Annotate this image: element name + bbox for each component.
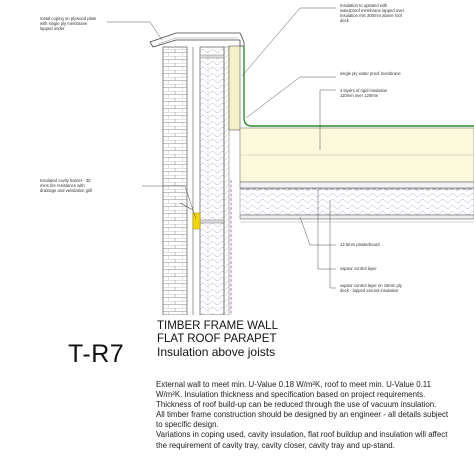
callout-insulation: 2 layers of rigid insulation 110mm over 120mm: [340, 88, 388, 98]
callout-coping: metal coping on plywood plate with single ply membrane lapped under: [40, 16, 97, 31]
callout-cavity-barrier: Insulated cavity barrier - 30 mins fire resistance with drainage and ventilation grill: [40, 178, 93, 193]
plasterboard-ceiling: [240, 215, 474, 219]
title-line-2: FLAT ROOF PARAPET: [157, 333, 277, 345]
note-paragraph: External wall to meet min. U-Value 0.18 W/m²K, roof to meet min. U-Value 0.11 W/m²K. Insulation thickness and specification based on project requirements. Thickness of roof build-up can be reduced through the use of vacuum insulation.: [156, 380, 437, 410]
ply-deck: [240, 182, 474, 188]
note-paragraph: Variations in coping used, cavity insulation, flat roof buildup and insulation will affect the requirement of cavity tray, cavity closer, cavity tray and up-stand.: [156, 430, 448, 450]
brick-outer-leaf: [163, 47, 187, 315]
callout-upstand: Insulation to upstand with waterproof membrane lapped over. Insulation min 300mm above roof deck: [340, 3, 405, 23]
title-line-3: Insulation above joists: [157, 345, 276, 359]
metal-coping: [150, 33, 244, 47]
waterproof-membrane: [244, 46, 474, 126]
leader-coping: [107, 22, 162, 40]
detail-code: T-R7: [68, 340, 125, 368]
cavity-barrier: [193, 213, 200, 229]
callout-plasterboard: 12.5mm plasterboard: [340, 242, 380, 247]
leader-upstand: [242, 8, 336, 76]
leader-membrane: [246, 77, 336, 118]
upstand-insulation: [229, 46, 240, 130]
timber-frame-insulation: [200, 47, 224, 315]
specification-notes: [156, 380, 456, 451]
note-paragraph: All timber frame construction should be designed by an engineer - all details subject to specific design.: [156, 410, 449, 430]
detail-title-block: [157, 320, 278, 359]
roof-joist-zone: [240, 189, 474, 215]
callout-vcl: vapour control layer: [340, 266, 377, 271]
callout-membrane: single ply water proof membrane: [340, 71, 401, 76]
title-line-1: TIMBER FRAME WALL: [157, 320, 278, 332]
callout-joist-insulation: vapour control layer on 18mm ply deck - lapped around insulation: [340, 283, 402, 293]
